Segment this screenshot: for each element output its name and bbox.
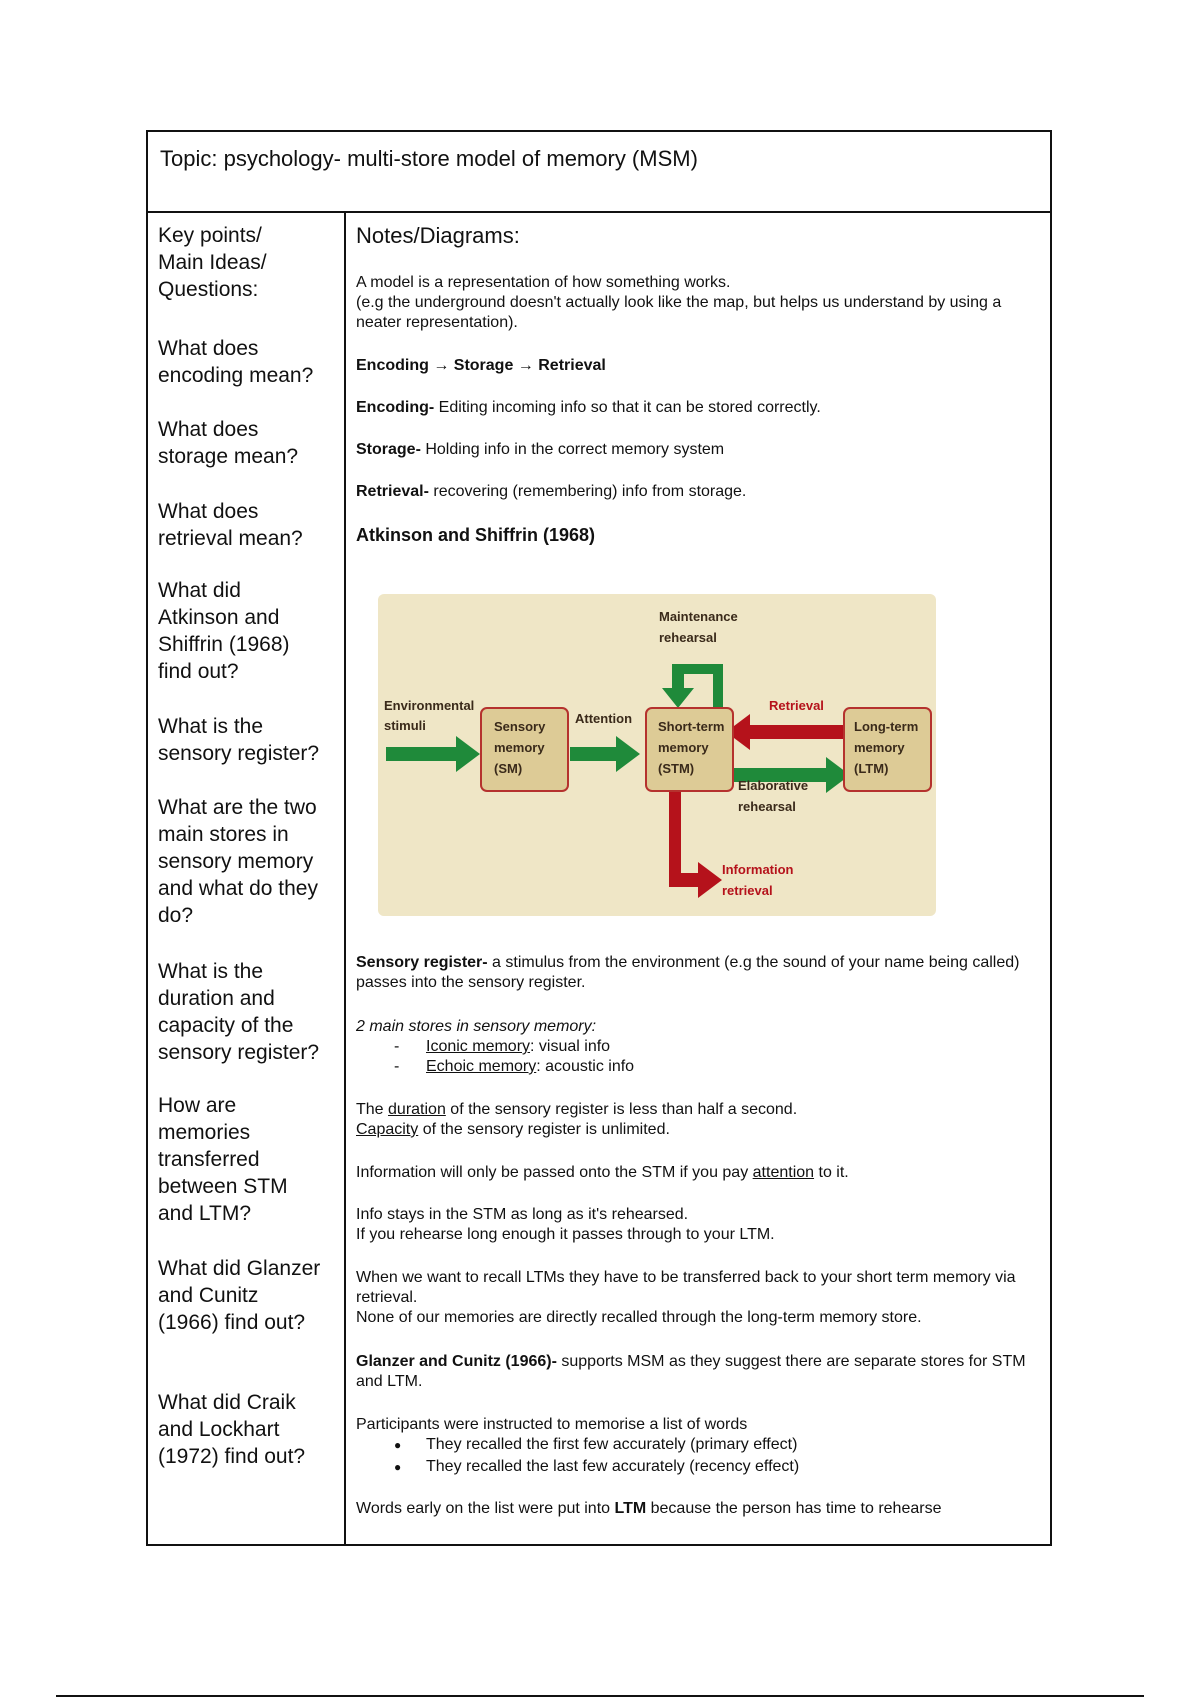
dash-marker: - <box>394 1058 400 1075</box>
retrieval-note <box>356 482 1036 502</box>
model-example: (e.g the underground doesn't actually look like the map, but helps us understand by using a neater representation). <box>356 294 1002 331</box>
storage-term: Storage- <box>356 441 421 458</box>
recency-effect-item <box>356 1457 1016 1477</box>
attention-label: Attention <box>575 711 633 726</box>
capacity-word: Capacity <box>356 1121 419 1138</box>
question-item: What are the two main stores in sensory memory and what do they do? <box>158 796 318 927</box>
echoic-item <box>356 1057 1016 1077</box>
questions-column <box>148 211 346 1544</box>
msm-diagram <box>378 594 936 916</box>
sm-label: Sensory memory (SM) <box>494 719 546 776</box>
ltm-word: LTM <box>614 1500 647 1517</box>
capacity-line <box>356 1120 1036 1140</box>
attention-suffix: to it. <box>814 1164 849 1181</box>
words-prefix: Words early on the list were put into <box>356 1500 615 1517</box>
question-item: What did Craik and Lockhart (1972) find out? <box>158 1391 306 1468</box>
duration-suffix: of the sensory register is less than half a second. <box>445 1101 798 1118</box>
iconic-item <box>356 1037 1016 1057</box>
stm-label: Short-term memory (STM) <box>658 719 725 776</box>
capacity-suffix: of the sensory register is unlimited. <box>418 1121 670 1138</box>
encoding-note <box>356 398 1036 418</box>
topic-row <box>148 132 1050 213</box>
retrieval-label: Retrieval <box>769 698 824 713</box>
words-note <box>356 1499 1036 1519</box>
question-item: What does storage mean? <box>158 418 299 468</box>
question-item: What does encoding mean? <box>158 337 314 387</box>
question-item: What is the duration and capacity of the sensory register? <box>158 960 320 1064</box>
question-item: What does retrieval mean? <box>158 500 303 550</box>
duration-word: duration <box>388 1101 446 1118</box>
rehearsal-note <box>356 1205 1036 1245</box>
bullet-marker: ● <box>394 1438 402 1452</box>
elaborative-rehearsal-label: Elaborative rehearsal <box>738 778 809 814</box>
duration-note <box>356 1100 1036 1140</box>
recall-line: When we want to recall LTMs they have to be transferred back to your short term memory via retrieval. <box>356 1269 1016 1306</box>
glanzer-note <box>356 1352 1036 1392</box>
words-suffix: because the person has time to rehearse <box>646 1500 942 1517</box>
retrieval-term: Retrieval- <box>356 483 429 500</box>
attention-prefix: Information will only be passed onto the STM if you pay <box>356 1164 753 1181</box>
primary-effect-text: They recalled the first few accurately (primary effect) <box>426 1436 798 1453</box>
recall-line: None of our memories are directly recalled through the long-term memory store. <box>356 1309 922 1326</box>
recency-effect-text: They recalled the last few accurately (recency effect) <box>426 1458 800 1475</box>
storage-definition: Holding info in the correct memory system <box>420 441 725 458</box>
glanzer-definition: supports MSM as they suggest there are separate stores for STM and LTM. <box>356 1353 1026 1390</box>
atkinson-heading: Atkinson and Shiffrin (1968) <box>356 525 596 545</box>
memory-flow: Encoding → Storage → Retrieval <box>356 357 606 374</box>
attention-word: attention <box>752 1164 815 1181</box>
sensory-register-definition: a stimulus from the environment (e.g the sound of your name being called) passes into the sensory register. <box>356 954 1020 991</box>
maintenance-rehearsal-label: Maintenance rehearsal <box>659 609 738 645</box>
question-item: What did Atkinson and Shiffrin (1968) find out? <box>158 579 290 683</box>
recall-note <box>356 1268 1036 1328</box>
env-stimuli-label: Environmental stimuli <box>384 698 475 733</box>
model-line: A model is a representation of how something works. <box>356 274 731 291</box>
encoding-term: Encoding- <box>356 399 435 416</box>
echoic-definition: : acoustic info <box>536 1058 635 1075</box>
duration-prefix: The <box>356 1101 389 1118</box>
information-retrieval-label: Information retrieval <box>722 862 794 898</box>
participants-note: Participants were instructed to memorise a list of words <box>356 1416 748 1433</box>
storage-note <box>356 440 1036 460</box>
bullet-marker: ● <box>394 1460 402 1474</box>
rehearsal-line: If you rehearse long enough it passes through to your LTM. <box>356 1226 775 1243</box>
question-item: How are memories transferred between STM and LTM? <box>158 1094 288 1225</box>
primary-effect-item <box>356 1435 1016 1455</box>
ltm-label: Long-term memory (LTM) <box>854 719 919 776</box>
retrieval-definition: recovering (remembering) info from storage. <box>428 483 747 500</box>
dash-marker: - <box>394 1038 400 1055</box>
glanzer-term: Glanzer and Cunitz (1966)- <box>356 1353 557 1370</box>
notes-header: Notes/Diagrams: <box>356 223 520 248</box>
sensory-register-term: Sensory register- <box>356 954 488 971</box>
sensory-register-note <box>356 953 1036 993</box>
questions-header: Key points/ Main Ideas/ Questions: <box>158 224 267 301</box>
encoding-definition: Editing incoming info so that it can be stored correctly. <box>434 399 821 416</box>
question-item: What is the sensory register? <box>158 715 320 765</box>
model-definition <box>356 273 1036 333</box>
question-item: What did Glanzer and Cunitz (1966) find out? <box>158 1257 321 1334</box>
iconic-definition: : visual info <box>530 1038 611 1055</box>
iconic-term: Iconic memory <box>426 1038 531 1055</box>
echoic-term: Echoic memory <box>426 1058 537 1075</box>
topic-title: Topic: psychology- multi-store model of memory (MSM) <box>160 146 698 171</box>
stores-heading: 2 main stores in sensory memory: <box>356 1018 597 1035</box>
attention-note <box>356 1163 1036 1183</box>
page-footer-rule <box>56 1695 1144 1697</box>
rehearsal-line: Info stays in the STM as long as it's rehearsed. <box>356 1206 689 1223</box>
duration-line <box>356 1100 1036 1120</box>
